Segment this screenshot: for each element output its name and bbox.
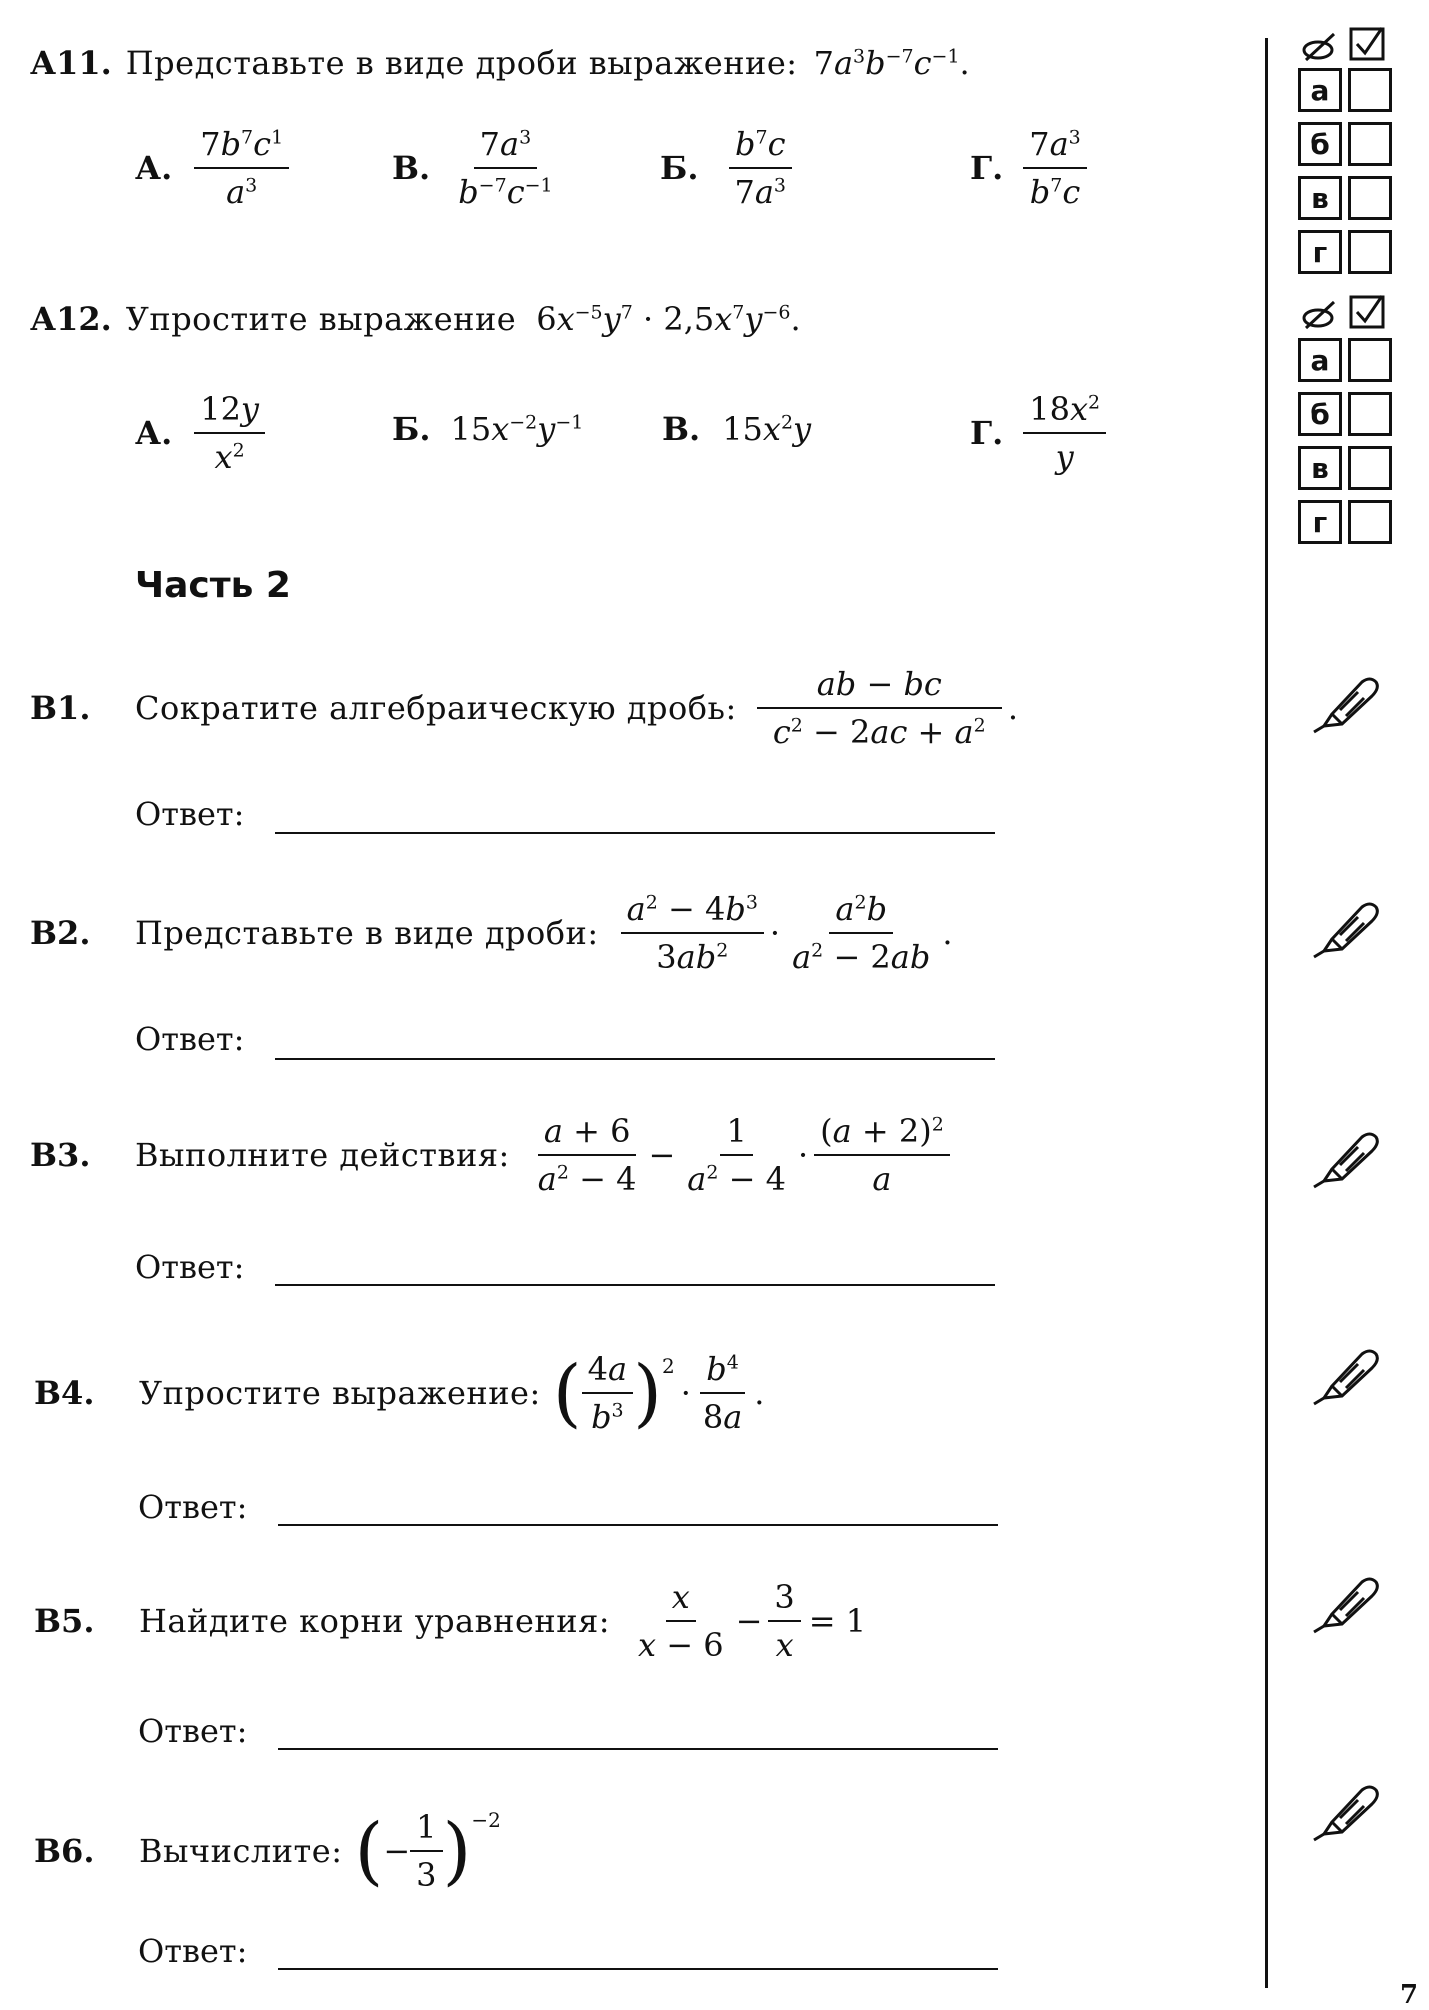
fraction: $\frac{(a + 2)^2}{a}$	[814, 1112, 950, 1198]
option-label: В.	[662, 410, 701, 448]
pen-icon	[1310, 895, 1382, 959]
exponent: −2	[471, 1808, 501, 1832]
answer-checkbox[interactable]	[1348, 122, 1392, 166]
option-b[interactable]	[660, 125, 792, 211]
answer-letter-box: в	[1298, 446, 1342, 490]
answer-label: Ответ:	[135, 795, 245, 833]
answer-label: Ответ:	[138, 1932, 248, 1970]
fraction: $\frac{b^7c}{7a^3}$	[728, 125, 792, 211]
option-label: Г.	[970, 414, 1004, 452]
option-label: А.	[135, 149, 173, 187]
question-a11	[30, 44, 970, 82]
answer-label: Ответ:	[135, 1248, 245, 1286]
left-paren: (	[552, 1350, 582, 1436]
answer-letter-box: б	[1298, 122, 1342, 166]
option-label: Г.	[970, 149, 1004, 187]
equals: = 1	[808, 1602, 867, 1640]
expression: $15x^{-2}y^{-1}$	[450, 410, 584, 448]
answer-line[interactable]	[278, 1748, 998, 1750]
answer-checkbox[interactable]	[1348, 446, 1392, 490]
answer-line[interactable]	[278, 1524, 998, 1526]
option-label: Б.	[660, 149, 699, 187]
left-paren: (	[354, 1808, 384, 1894]
answer-letter-box: в	[1298, 176, 1342, 220]
question-a12	[30, 300, 801, 338]
option-label: Б.	[392, 410, 431, 448]
answer-letter-box: г	[1298, 230, 1342, 274]
period: .	[754, 1374, 765, 1412]
option-g[interactable]	[970, 125, 1087, 211]
answer-letter-box: г	[1298, 500, 1342, 544]
answer-line[interactable]	[275, 832, 995, 834]
question-text: Представьте в виде дроби:	[135, 914, 599, 952]
question-b3	[30, 1112, 950, 1198]
answer-line[interactable]	[275, 1284, 995, 1286]
question-b6	[34, 1808, 501, 1894]
fraction: $\frac{3}{x}$	[768, 1578, 800, 1664]
minus: −	[648, 1136, 676, 1174]
fraction: $\frac{7b^7c^1}{a^3}$	[194, 125, 289, 211]
fraction: $\frac{1}{a^2 - 4}$	[687, 1112, 786, 1198]
minus: −	[383, 1832, 411, 1870]
fraction: $\frac{18x^2}{y}$	[1023, 390, 1106, 476]
right-paren: )	[633, 1350, 662, 1436]
option-g[interactable]	[970, 390, 1106, 476]
fraction: $\frac{4a}{b^3}$	[582, 1350, 633, 1436]
question-label: А11.	[30, 44, 112, 82]
pen-icon	[1310, 670, 1382, 734]
page-number: 7	[1400, 1980, 1419, 2010]
fraction: $\frac{1}{3}$	[410, 1808, 442, 1894]
pen-icon	[1310, 1778, 1382, 1842]
option-label: А.	[135, 414, 173, 452]
right-paren: )	[442, 1808, 472, 1894]
checkbox-checked-icon	[1348, 26, 1388, 62]
exponent: 2	[661, 1354, 675, 1378]
fraction: $\frac{b^4}{8a}$	[697, 1350, 748, 1436]
question-label: В4.	[34, 1374, 95, 1412]
pen-icon	[1310, 1342, 1382, 1406]
question-label: В5.	[34, 1602, 95, 1640]
pen-icon	[1310, 1125, 1382, 1189]
fraction: $\frac{7a^3}{b^{-7}c^{-1}}$	[458, 125, 553, 211]
question-text: Выполните действия:	[135, 1136, 510, 1174]
fraction: $\frac{7a^3}{b^7c}$	[1023, 125, 1087, 211]
margin-divider	[1265, 38, 1268, 1988]
expression: $7a^3b^{-7}c^{-1}$.	[813, 44, 970, 82]
fraction: $\frac{ab - bc}{c^2 - 2ac + a^2}$	[757, 665, 1002, 751]
question-b4	[34, 1350, 764, 1436]
option-v[interactable]	[662, 410, 811, 448]
answer-checkbox[interactable]	[1348, 176, 1392, 220]
question-text: Найдите корни уравнения:	[139, 1602, 611, 1640]
question-text: Сократите алгебраическую дробь:	[135, 689, 737, 727]
answer-letter-box: а	[1298, 338, 1342, 382]
pen-cross-icon	[1300, 28, 1340, 64]
answer-label: Ответ:	[138, 1488, 248, 1526]
pen-cross-icon	[1300, 296, 1340, 332]
multiply: ·	[680, 1374, 691, 1412]
answer-label: Ответ:	[138, 1712, 248, 1750]
fraction: $\frac{a + 6}{a^2 - 4}$	[537, 1112, 637, 1198]
answer-checkbox[interactable]	[1348, 338, 1392, 382]
fraction: $\frac{a^2b}{a^2 - 2ab}$	[792, 890, 931, 976]
section-title: Часть 2	[135, 565, 291, 606]
question-label: В2.	[30, 914, 91, 952]
question-b2	[30, 890, 953, 976]
option-label: В.	[392, 149, 431, 187]
option-a[interactable]	[135, 390, 265, 476]
answer-checkbox[interactable]	[1348, 68, 1392, 112]
pen-icon	[1310, 1570, 1382, 1634]
answer-letter-box: б	[1298, 392, 1342, 436]
question-label: А12.	[30, 300, 112, 338]
expression: $15x^2y$	[722, 410, 812, 448]
answer-checkbox[interactable]	[1348, 392, 1392, 436]
question-b5	[34, 1578, 866, 1664]
answer-line[interactable]	[278, 1968, 998, 1970]
question-b1	[30, 665, 1018, 751]
answer-checkbox[interactable]	[1348, 500, 1392, 544]
option-b[interactable]	[392, 410, 583, 448]
period: .	[942, 914, 953, 952]
multiply: ·	[769, 914, 781, 952]
expression: $6x^{-5}y^7 \cdot 2,5x^7y^{-6}$.	[536, 300, 801, 338]
question-label: В1.	[30, 689, 91, 727]
fraction: $\frac{12y}{x^2}$	[194, 390, 265, 476]
checkbox-checked-icon	[1348, 294, 1388, 330]
option-a[interactable]	[135, 125, 289, 211]
answer-line[interactable]	[275, 1058, 995, 1060]
option-v[interactable]	[392, 125, 559, 211]
period: .	[1007, 689, 1019, 727]
minus: −	[735, 1602, 763, 1640]
question-text: Вычислите:	[139, 1832, 343, 1870]
question-text: Упростите выражение:	[139, 1374, 541, 1412]
question-text: Представьте в виде дроби выражение:	[125, 44, 798, 82]
multiply: ·	[797, 1136, 809, 1174]
question-text: Упростите выражение	[125, 300, 517, 338]
answer-checkbox[interactable]	[1348, 230, 1392, 274]
answer-label: Ответ:	[135, 1020, 245, 1058]
question-label: В3.	[30, 1136, 91, 1174]
question-label: В6.	[34, 1832, 95, 1870]
fraction: $\frac{a^2 - 4b^3}{3ab^2}$	[621, 890, 764, 976]
fraction: $\frac{x}{x - 6}$	[638, 1578, 724, 1664]
answer-letter-box: а	[1298, 68, 1342, 112]
